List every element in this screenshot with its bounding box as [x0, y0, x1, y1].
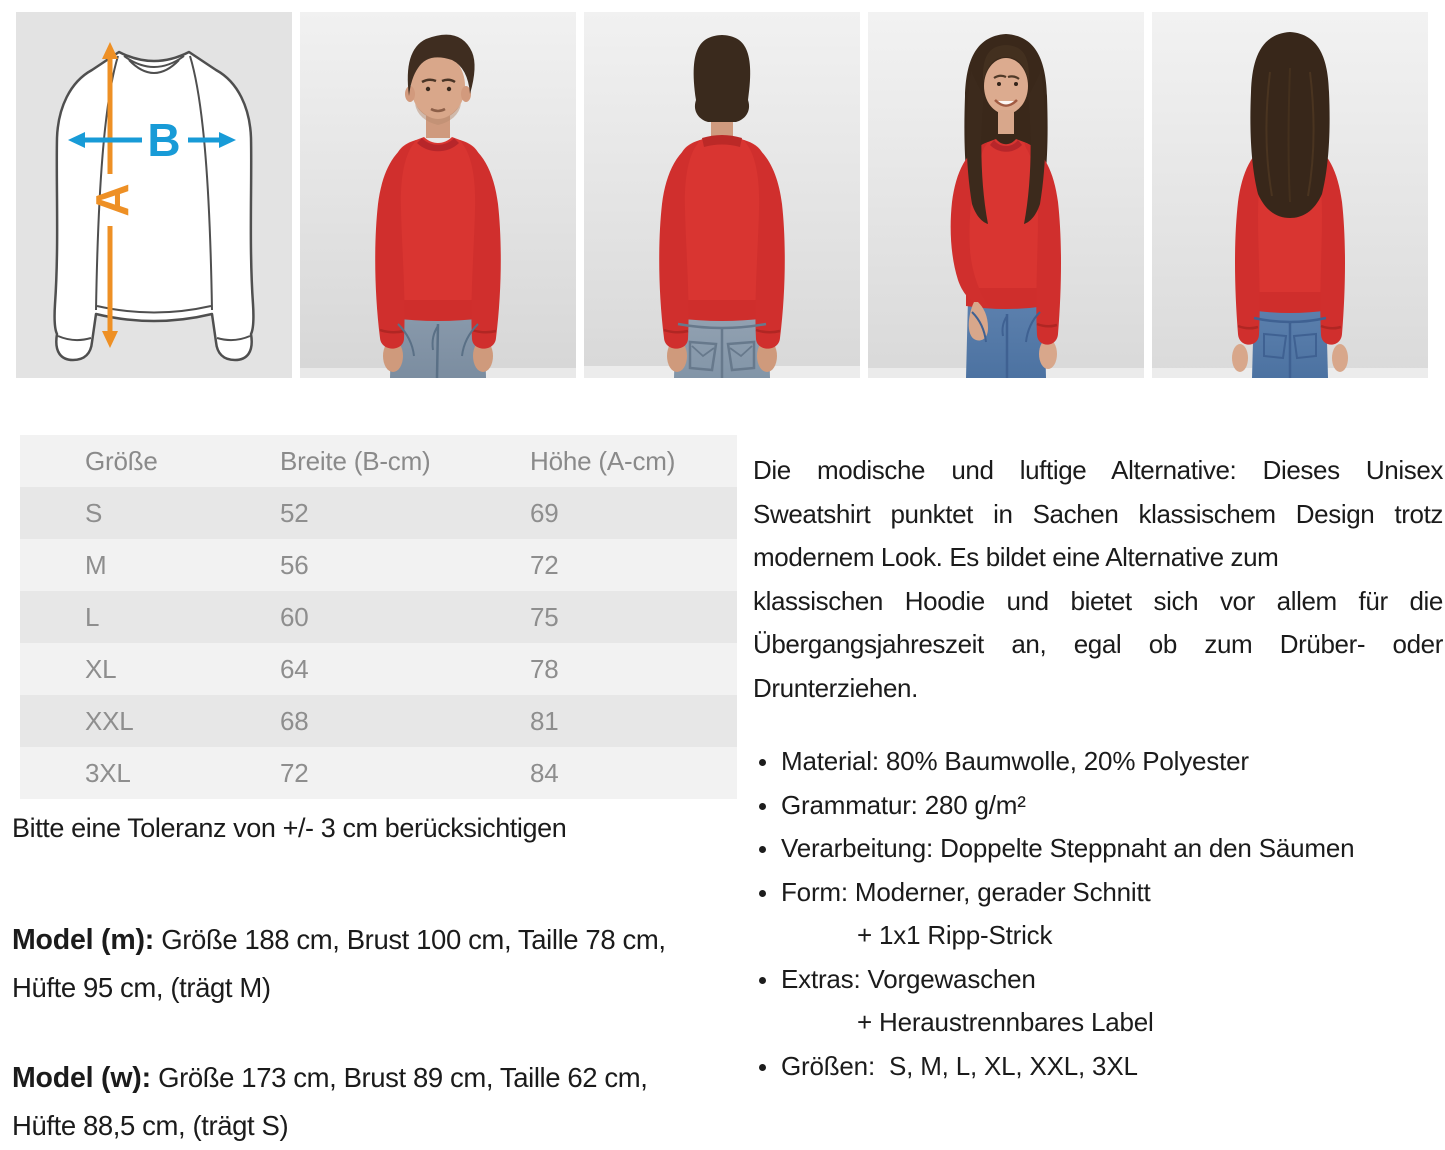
- table-cell: 72: [215, 747, 465, 799]
- detail-item: [753, 958, 1443, 1002]
- product-description: [753, 449, 1443, 710]
- bullet-dot: [759, 1064, 766, 1071]
- size-diagram: [16, 12, 292, 378]
- table-cell: 64: [215, 643, 465, 695]
- size-table: [20, 435, 737, 799]
- table-cell: L: [20, 591, 215, 643]
- column-header-size: Größe: [20, 435, 215, 487]
- table-cell: 81: [465, 695, 737, 747]
- detail-text: Grammatur: 280 g/m²: [781, 789, 1026, 820]
- model-info-w: [12, 1054, 737, 1150]
- description-line: klassischen Hoodie und bietet sich vor allem für die: [753, 585, 1443, 616]
- table-header-row: [20, 435, 737, 487]
- table-cell: 3XL: [20, 747, 215, 799]
- description-line: Die modische und luftige Alternative: Dieses Unisex: [753, 455, 1443, 485]
- detail-text: Größen: S, M, L, XL, XXL, 3XL: [781, 1050, 1138, 1081]
- detail-text: Verarbeitung: Doppelte Steppnaht an den Säumen: [781, 833, 1355, 863]
- size-diagram-svg: [16, 12, 292, 378]
- table-cell: 72: [465, 539, 737, 591]
- detail-item: [753, 784, 1443, 828]
- model-w-label: Model (w):: [12, 1062, 151, 1094]
- size-table-body: [20, 487, 737, 799]
- model-w-line2: Hüfte 88,5 cm, (trägt S): [12, 1110, 289, 1141]
- model-info-m: [12, 916, 737, 1012]
- model-m-label: Model (m):: [12, 924, 155, 956]
- model-m-line2: Hüfte 95 cm, (trägt M): [12, 972, 271, 1003]
- table-cell: XXL: [20, 695, 215, 747]
- detail-item: [753, 1045, 1443, 1089]
- photo-man-front: [300, 12, 576, 378]
- table-cell: 69: [465, 487, 737, 539]
- detail-item: [753, 914, 1443, 958]
- description-line: Sweatshirt punktet in Sachen klassischem Design trotz: [753, 498, 1443, 529]
- table-row: [20, 695, 737, 747]
- left-column: [12, 435, 737, 1150]
- table-cell: M: [20, 539, 215, 591]
- photo-man-back: [584, 12, 860, 378]
- detail-item: [753, 827, 1443, 871]
- column-header-width: Breite (B-cm): [215, 435, 465, 487]
- table-cell: 60: [215, 591, 465, 643]
- detail-text: + Heraustrennbares Label: [857, 1007, 1154, 1037]
- description-line: modernem Look. Es bildet eine Alternative zum: [753, 542, 1279, 572]
- bullet-dot: [759, 977, 766, 984]
- bullet-dot: [759, 890, 766, 897]
- detail-item: [753, 740, 1443, 784]
- table-cell: 56: [215, 539, 465, 591]
- table-row: [20, 539, 737, 591]
- table-cell: XL: [20, 643, 215, 695]
- table-cell: S: [20, 487, 215, 539]
- table-row: [20, 487, 737, 539]
- detail-text: Material: 80% Baumwolle, 20% Polyester: [781, 746, 1249, 776]
- bullet-dot: [759, 759, 766, 766]
- table-cell: 68: [215, 695, 465, 747]
- model-m-line1: [12, 916, 737, 964]
- description-line: Übergangsjahreszeit an, egal ob zum Drüber- oder: [753, 629, 1443, 659]
- photo-woman-back: [1152, 12, 1428, 378]
- detail-text: Form: Moderner, gerader Schnitt: [781, 876, 1151, 907]
- diagram-label-b: B: [147, 114, 181, 166]
- product-gallery: [0, 0, 1445, 378]
- tolerance-note: Bitte eine Toleranz von +/- 3 cm berücksichtigen: [12, 813, 567, 843]
- bullet-dot: [759, 846, 766, 853]
- diagram-label-a: A: [86, 183, 138, 217]
- column-header-height: Höhe (A-cm): [465, 435, 737, 487]
- right-column: [753, 435, 1443, 1150]
- model-m-measurements: Größe 188 cm, Brust 100 cm, Taille 78 cm,: [154, 924, 666, 955]
- table-cell: 75: [465, 591, 737, 643]
- table-cell: 78: [465, 643, 737, 695]
- table-row: [20, 747, 737, 799]
- table-cell: 52: [215, 487, 465, 539]
- detail-text: Extras: Vorgewaschen: [781, 963, 1036, 994]
- table-row: [20, 643, 737, 695]
- detail-item: [753, 871, 1443, 915]
- bullet-dot: [759, 803, 766, 810]
- detail-item: [753, 1001, 1443, 1045]
- description-line: Drunterziehen.: [753, 672, 918, 703]
- content-area: [0, 435, 1445, 1150]
- table-row: [20, 591, 737, 643]
- model-w-measurements: Größe 173 cm, Brust 89 cm, Taille 62 cm,: [150, 1062, 648, 1093]
- model-w-line1: [12, 1054, 737, 1102]
- detail-text: + 1x1 Ripp-Strick: [857, 920, 1053, 950]
- table-cell: 84: [465, 747, 737, 799]
- details-list: [753, 740, 1443, 1088]
- photo-woman-front: [868, 12, 1144, 378]
